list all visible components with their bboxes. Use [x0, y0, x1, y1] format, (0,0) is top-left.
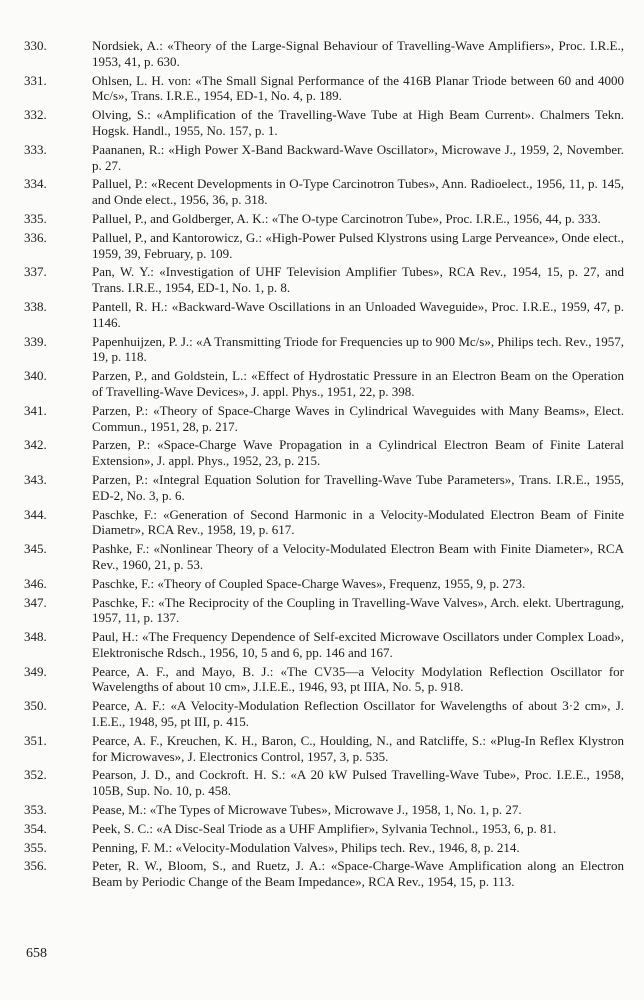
- reference-text: Paschke, F.: «Theory of Coupled Space-Charge Waves», Frequenz, 1955, 9, p. 273.: [92, 575, 526, 591]
- reference-item: [24, 733, 624, 765]
- reference-text: Olving, S.: «Amplification of the Travelling-Wave Tube at High Beam Current». Chalmers Tekn. Hogsk. Handl., 1955, No. 157, p. 1.: [92, 107, 624, 138]
- reference-number: 350.: [24, 698, 47, 714]
- reference-item: [24, 38, 624, 70]
- reference-text: Paul, H.: «The Frequency Dependence of Self-excited Microwave Oscillators under Complex Load», Elektronische Rdsch., 1956, 10, 5 and 6, pp. 146 and 167.: [92, 629, 624, 660]
- reference-item: [24, 403, 624, 435]
- reference-number: 333.: [24, 141, 47, 157]
- reference-number: 352.: [24, 767, 47, 783]
- reference-item: [24, 176, 624, 208]
- reference-number: 334.: [24, 176, 47, 192]
- reference-number: 356.: [24, 858, 47, 874]
- reference-text: Parzen, P., and Goldstein, L.: «Effect of Hydrostatic Pressure in an Electron Beam on the Operation of Travelling-Wave Devices», J. appl. Phys., 1951, 22, p. 398.: [92, 368, 624, 399]
- reference-number: 341.: [24, 402, 47, 418]
- reference-number: 344.: [24, 506, 47, 522]
- reference-text: Penning, F. M.: «Velocity-Modulation Valves», Philips tech. Rev., 1946, 8, p. 214.: [92, 839, 520, 855]
- reference-list: [24, 38, 624, 893]
- reference-number: 332.: [24, 107, 47, 123]
- reference-text: Peter, R. W., Bloom, S., and Ruetz, J. A.: «Space-Charge-Wave Amplification along an Electron Beam by Periodic Change of the Beam Impedance», RCA Rev., 1954, 15, p. 113.: [92, 858, 624, 890]
- reference-item: [24, 437, 624, 469]
- reference-number: 345.: [24, 541, 47, 557]
- reference-text: Pearce, A. F., and Mayo, B. J.: «The CV35—a Velocity Modylation Reflection Oscillator for Wavelengths of about 10 cm», J.I.E.E., 1946, 93, pt IIIA, No. 5, p. 918.: [92, 663, 624, 695]
- reference-text: Palluel, P.: «Recent Developments in O-Type Carcinotron Tubes», Ann. Radioelect., 1956, 11, p. 145, and Onde elect., 1956, 36, p. 318.: [92, 176, 624, 208]
- reference-item: [24, 802, 624, 818]
- reference-text: Pease, M.: «The Types of Microwave Tubes», Microwave J., 1958, 1, No. 1, p. 27.: [92, 802, 522, 818]
- reference-item: [24, 595, 624, 627]
- reference-text: Paschke, F.: «Generation of Second Harmonic in a Velocity-Modulated Electron Beam of Finite Diametr», RCA Rev., 1958, 19, p. 617.: [92, 506, 624, 538]
- reference-item: [24, 299, 624, 331]
- reference-item: [24, 698, 624, 730]
- reference-text: Papenhuijzen, P. J.: «A Transmitting Triode for Frequencies up to 900 Mc/s», Philips tech. Rev., 1957, 19, p. 118.: [92, 333, 624, 365]
- reference-number: 354.: [24, 820, 47, 836]
- reference-number: 342.: [24, 437, 47, 453]
- reference-item: [24, 73, 624, 105]
- reference-text: Pearson, J. D., and Cockroft. H. S.: «A 20 kW Pulsed Travelling-Wave Tube», Proc. I.E.E., 1958, 105B, Sup. No. 10, p. 458.: [92, 767, 624, 799]
- reference-text: Palluel, P., and Kantorowicz, G.: «High-Power Pulsed Klystrons using Large Perveance», Onde elect., 1959, 39, February, p. 109.: [92, 229, 624, 261]
- reference-text: Pashke, F.: «Nonlinear Theory of a Velocity-Modulated Electron Beam with Finite Diameter», RCA Rev., 1960, 21, p. 53.: [92, 541, 624, 572]
- reference-item: [24, 767, 624, 799]
- reference-number: 351.: [24, 732, 47, 748]
- reference-number: 343.: [24, 471, 47, 487]
- reference-item: [24, 472, 624, 504]
- reference-number: 348.: [24, 629, 47, 645]
- reference-number: 335.: [24, 210, 47, 226]
- reference-item: [24, 629, 624, 661]
- reference-item: [24, 576, 624, 592]
- reference-text: Pearce, A. F.: «A Velocity-Modulation Reflection Oscillator for Wavelengths of about 3·2 cm», J. I.E.E., 1948, 95, pt III, p. 415.: [92, 698, 624, 730]
- reference-item: [24, 664, 624, 696]
- reference-text: Parzen, P.: «Space-Charge Wave Propagation in a Cylindrical Electron Beam of Finite Lateral Extension», J. appl. Phys., 1952, 23, p. 215.: [92, 437, 624, 469]
- reference-text: Pan, W. Y.: «Investigation of UHF Television Amplifier Tubes», RCA Rev., 1954, 15, p. 27, and Trans. I.R.E., 1954, ED-1, No. 1, p. 8.: [92, 264, 624, 296]
- reference-number: 330.: [24, 38, 47, 53]
- reference-item: [24, 230, 624, 262]
- reference-number: 346.: [24, 575, 47, 591]
- reference-item: [24, 368, 624, 400]
- reference-number: 339.: [24, 333, 47, 349]
- reference-item: [24, 211, 624, 227]
- reference-number: 340.: [24, 368, 47, 384]
- reference-number: 336.: [24, 229, 47, 245]
- reference-number: 347.: [24, 594, 47, 610]
- reference-text: Parzen, P.: «Integral Equation Solution for Travelling-Wave Tube Parameters», Trans. I.R.E., 1955, ED-2, No. 3, p. 6.: [92, 471, 624, 503]
- reference-text: Ohlsen, L. H. von: «The Small Signal Performance of the 416B Planar Triode between 60 and 4000 Mc/s», Trans. I.R.E., 1954, ED-1, No. 4, p. 189.: [92, 72, 624, 104]
- reference-text: Nordsiek, A.: «Theory of the Large-Signal Behaviour of Travelling-Wave Amplifiers», Proc. I.R.E., 1953, 41, p. 630.: [92, 38, 624, 69]
- reference-item: [24, 541, 624, 573]
- reference-item: [24, 840, 624, 856]
- reference-number: 355.: [24, 839, 47, 855]
- reference-number: 331.: [24, 72, 47, 88]
- reference-item: [24, 334, 624, 366]
- reference-item: [24, 507, 624, 539]
- reference-item: [24, 142, 624, 174]
- reference-text: Pantell, R. H.: «Backward-Wave Oscillations in an Unloaded Waveguide», Proc. I.R.E., 1959, 47, p. 1146.: [92, 298, 624, 330]
- reference-text: Paananen, R.: «High Power X-Band Backward-Wave Oscillator», Microwave J., 1959, 2, November. p. 27.: [92, 141, 624, 173]
- page-number: 658: [26, 946, 47, 961]
- reference-item: [24, 107, 624, 139]
- reference-number: 337.: [24, 264, 47, 280]
- reference-number: 349.: [24, 663, 47, 679]
- reference-item: [24, 858, 624, 890]
- reference-number: 338.: [24, 298, 47, 314]
- reference-item: [24, 821, 624, 837]
- reference-item: [24, 264, 624, 296]
- reference-text: Paschke, F.: «The Reciprocity of the Coupling in Travelling-Wave Valves», Arch. elekt. Ubertragung, 1957, 11, p. 137.: [92, 594, 624, 626]
- reference-text: Peek, S. C.: «A Disc-Seal Triode as a UHF Amplifier», Sylvania Technol., 1953, 6, p. 81.: [92, 820, 557, 836]
- reference-number: 353.: [24, 802, 47, 818]
- reference-text: Parzen, P.: «Theory of Space-Charge Waves in Cylindrical Waveguides with Many Beams», Elect. Commun., 1951, 28, p. 217.: [92, 402, 624, 434]
- reference-text: Palluel, P., and Goldberger, A. K.: «The O-type Carcinotron Tube», Proc. I.R.E., 1956, 44, p. 333.: [92, 210, 601, 226]
- reference-text: Pearce, A. F., Kreuchen, K. H., Baron, C., Houlding, N., and Ratcliffe, S.: «Plug-In Reflex Klystron for Microwaves», J. Electronics Control, 1957, 3, p. 535.: [92, 732, 624, 764]
